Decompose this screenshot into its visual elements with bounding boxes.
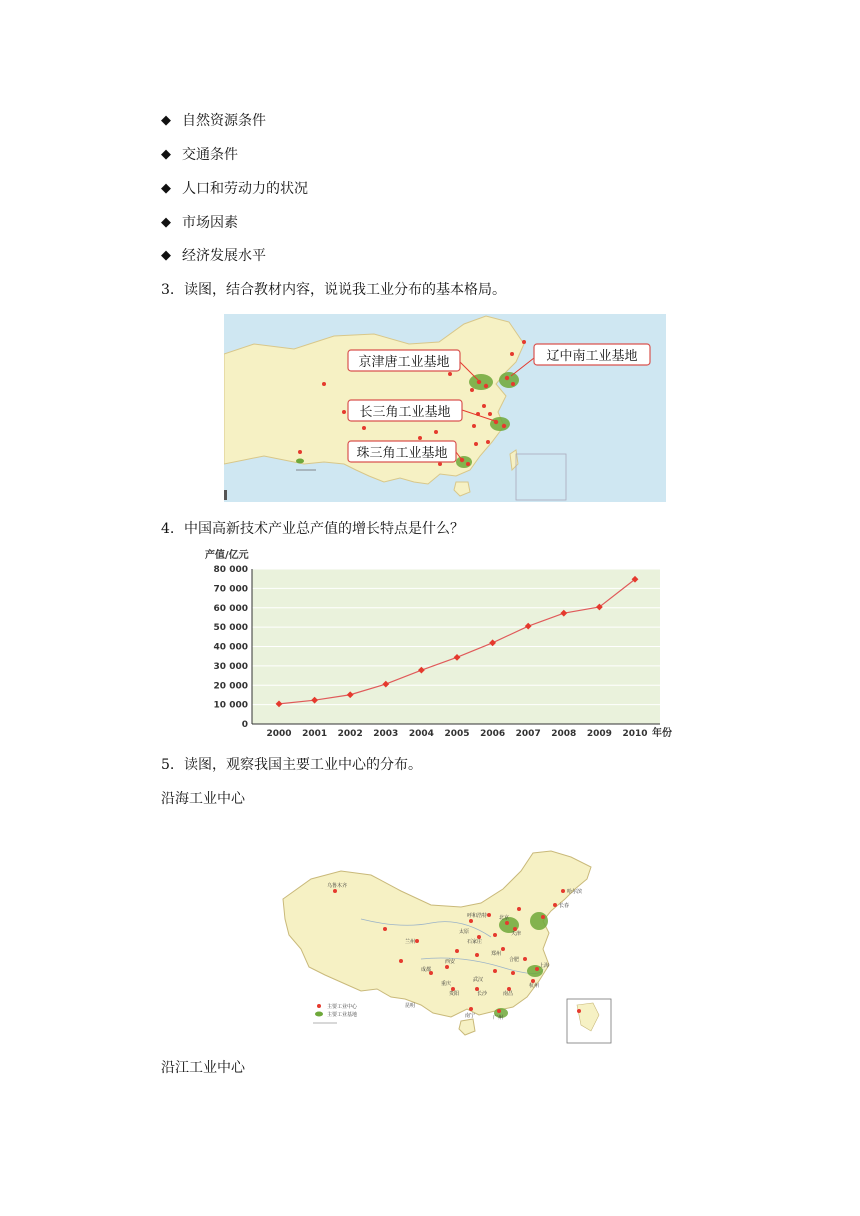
label-jingjintang: 京津唐工业基地 <box>358 355 450 370</box>
x-tick-label: 2005 <box>444 729 470 739</box>
x-tick-label: 2009 <box>586 729 612 739</box>
bullet-text: 人口和劳动力的状况 <box>182 181 308 197</box>
bullet-text: 经济发展水平 <box>182 248 266 264</box>
label-changsanjiao: 长三角工业基地 <box>359 405 451 420</box>
industrial-base-map <box>224 314 666 502</box>
y-tick-label: 30 000 <box>213 661 248 672</box>
x-tick-label: 2006 <box>480 729 506 739</box>
city-label: 昆明 <box>405 1003 416 1009</box>
x-tick-label: 2003 <box>373 729 399 739</box>
x-tick-label: 2004 <box>408 729 434 739</box>
x-tick-label: 2008 <box>551 729 577 739</box>
bullet-text: 自然资源条件 <box>182 113 266 129</box>
y-tick-label: 40 000 <box>213 642 248 653</box>
x-tick-label: 2010 <box>622 729 648 739</box>
city-label: 长沙 <box>477 991 488 997</box>
city-label: 兰州 <box>405 939 416 945</box>
question-number: 5. <box>161 757 175 773</box>
y-tick-label: 0 <box>241 720 248 730</box>
diamond-bullet-icon: ◆ <box>161 248 171 263</box>
city-label: 石家庄 <box>467 939 483 945</box>
city-label: 杭州 <box>529 983 540 989</box>
label-zhusanjiao: 珠三角工业基地 <box>356 446 448 461</box>
question-number: 4. <box>161 521 175 537</box>
coastal-label: 沿海工业中心 <box>161 791 245 807</box>
y-axis-label: 产值/亿元 <box>205 550 249 561</box>
city-label: 武汉 <box>473 977 484 983</box>
question-number: 3. <box>161 282 175 298</box>
x-axis-ticks <box>266 729 647 739</box>
river-label: 沿江工业中心 <box>161 1060 245 1076</box>
y-tick-label: 80 000 <box>213 565 248 575</box>
y-tick-label: 50 000 <box>213 623 248 634</box>
label-liaozhongnan: 辽中南工业基地 <box>546 349 638 364</box>
industrial-center-map <box>281 849 614 1045</box>
city-label: 哈尔滨 <box>567 889 583 895</box>
city-label: 长春 <box>559 903 570 909</box>
city-label: 太原 <box>459 929 470 935</box>
bullet-text: 市场因素 <box>182 215 238 231</box>
question-text: 读图，结合教材内容，说说我工业分布的基本格局。 <box>184 282 506 298</box>
diamond-bullet-icon: ◆ <box>161 215 171 230</box>
diamond-bullet-icon: ◆ <box>161 113 171 128</box>
city-label: 北京 <box>499 915 510 921</box>
x-tick-label: 2000 <box>266 729 292 739</box>
city-label: 西安 <box>445 959 456 965</box>
city-label: 贵阳 <box>449 991 460 997</box>
diamond-bullet-icon: ◆ <box>161 147 171 162</box>
city-label: 广州 <box>493 1015 504 1021</box>
x-tick-label: 2001 <box>302 729 328 739</box>
city-label: 南昌 <box>503 991 514 997</box>
x-tick-label: 2002 <box>337 729 363 739</box>
city-label: 成都 <box>421 967 432 973</box>
legend-item: 主要工业基地 <box>327 1012 358 1018</box>
city-label: 上海 <box>539 963 550 969</box>
x-tick-label: 2007 <box>515 729 541 739</box>
city-label: 重庆 <box>441 981 452 987</box>
y-axis-ticks <box>214 565 248 730</box>
y-tick-label: 60 000 <box>213 603 248 614</box>
city-label: 南宁 <box>465 1013 476 1019</box>
city-label: 乌鲁木齐 <box>327 883 348 889</box>
high-tech-output-chart <box>205 548 677 740</box>
bullet-text: 交通条件 <box>182 147 238 163</box>
y-tick-label: 10 000 <box>213 700 248 711</box>
city-label: 郑州 <box>491 951 502 957</box>
city-label: 天津 <box>511 931 522 937</box>
x-axis-label: 年份 <box>652 728 672 739</box>
y-tick-label: 20 000 <box>213 681 248 692</box>
legend-item: 主要工业中心 <box>327 1004 358 1010</box>
diamond-bullet-icon: ◆ <box>161 181 171 196</box>
city-label: 呼和浩特 <box>467 913 488 919</box>
question-text: 读图，观察我国主要工业中心的分布。 <box>184 757 422 773</box>
y-tick-label: 70 000 <box>213 584 248 595</box>
question-text: 中国高新技术产业总产值的增长特点是什么？ <box>184 521 464 537</box>
city-label: 合肥 <box>509 957 520 963</box>
